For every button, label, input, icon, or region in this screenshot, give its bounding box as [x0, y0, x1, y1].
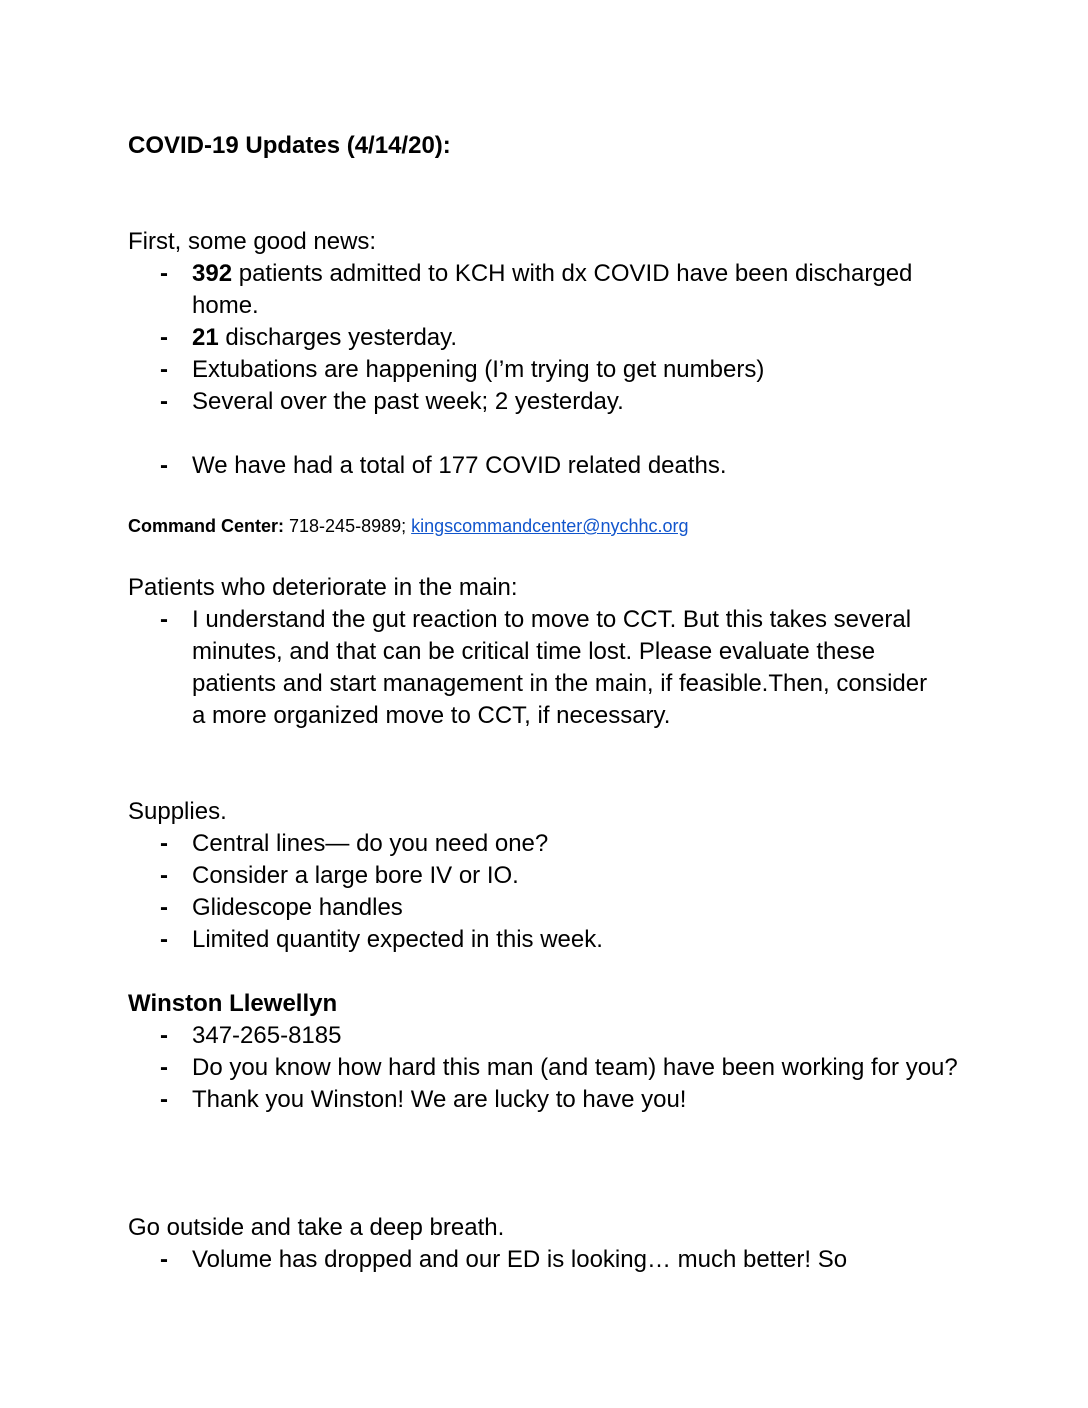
list-item-text: I understand the gut reaction to move to CCT. But this takes several minutes, and that can be critical time lost. Please evaluate these patients and start management in the main, if feasible.Then, consider a more organized move to CCT, if necessary.: [192, 606, 928, 729]
bullet-marker: -: [160, 862, 168, 889]
list-item-text: We have had a total of 177 COVID related deaths.: [192, 452, 727, 479]
winston-phone: 347-265-8185: [192, 1022, 342, 1049]
deteriorate-list: [128, 604, 928, 732]
list-item-text: Central lines— do you need one?: [192, 830, 549, 857]
supplies-heading: Supplies.: [128, 798, 227, 825]
list-item: [128, 604, 928, 732]
list-item: [128, 828, 968, 860]
good-news-heading: First, some good news:: [128, 228, 377, 255]
bullet-marker: -: [160, 606, 168, 633]
list-item: [128, 322, 968, 354]
bullet-marker: -: [160, 1246, 168, 1273]
list-item-text: patients admitted to KCH with dx COVID have been discharged home.: [192, 260, 913, 319]
list-item-text: Limited quantity expected in this week.: [192, 926, 603, 953]
list-item-text: Do you know how hard this man (and team) have been working for you?: [192, 1054, 958, 1081]
list-item: [128, 860, 968, 892]
bullet-marker: -: [160, 894, 168, 921]
list-item-text: discharges yesterday.: [218, 324, 458, 351]
command-center-phone: 718-245-8989;: [284, 516, 412, 536]
command-center-line: [128, 514, 689, 538]
bullet-marker: -: [160, 452, 168, 479]
list-item-text: Consider a large bore IV or IO.: [192, 862, 519, 889]
list-item: [128, 892, 968, 924]
list-item: [128, 354, 968, 386]
winston-list: [128, 1020, 958, 1116]
good-news-list: [128, 258, 968, 482]
bullet-marker: -: [160, 356, 168, 383]
supplies-list: [128, 828, 968, 956]
bullet-marker: -: [160, 388, 168, 415]
list-item-text: Glidescope handles: [192, 894, 403, 921]
page-title: COVID-19 Updates (4/14/20):: [128, 132, 451, 159]
outside-heading: Go outside and take a deep breath.: [128, 1214, 505, 1241]
discharged-count: 392: [192, 260, 233, 287]
list-item: [128, 1244, 968, 1276]
discharges-yesterday-count: 21: [192, 324, 219, 351]
list-item: [128, 1052, 958, 1084]
outside-list: [128, 1244, 968, 1276]
command-center-email-link[interactable]: kingscommandcenter@nychhc.org: [411, 516, 689, 536]
list-item-text: Volume has dropped and our ED is looking… much better! So: [192, 1246, 848, 1273]
bullet-marker: -: [160, 926, 168, 953]
deteriorate-heading: Patients who deteriorate in the main:: [128, 574, 518, 601]
bullet-marker: -: [160, 1054, 168, 1081]
list-item: [128, 1084, 958, 1116]
list-item: [128, 1020, 958, 1052]
list-item: [128, 386, 968, 418]
winston-heading: Winston Llewellyn: [128, 990, 338, 1017]
list-item: [128, 450, 968, 482]
list-item: [128, 924, 968, 956]
list-item-text: Thank you Winston! We are lucky to have you!: [192, 1086, 687, 1113]
list-item: [128, 258, 968, 322]
command-center-label: Command Center:: [128, 516, 285, 536]
bullet-marker: -: [160, 1086, 168, 1113]
bullet-marker: -: [160, 830, 168, 857]
list-item-text: Several over the past week; 2 yesterday.: [192, 388, 624, 415]
bullet-marker: -: [160, 324, 168, 351]
bullet-marker: -: [160, 1022, 168, 1049]
list-item-text: Extubations are happening (I’m trying to get numbers): [192, 356, 765, 383]
bullet-marker: -: [160, 260, 168, 287]
